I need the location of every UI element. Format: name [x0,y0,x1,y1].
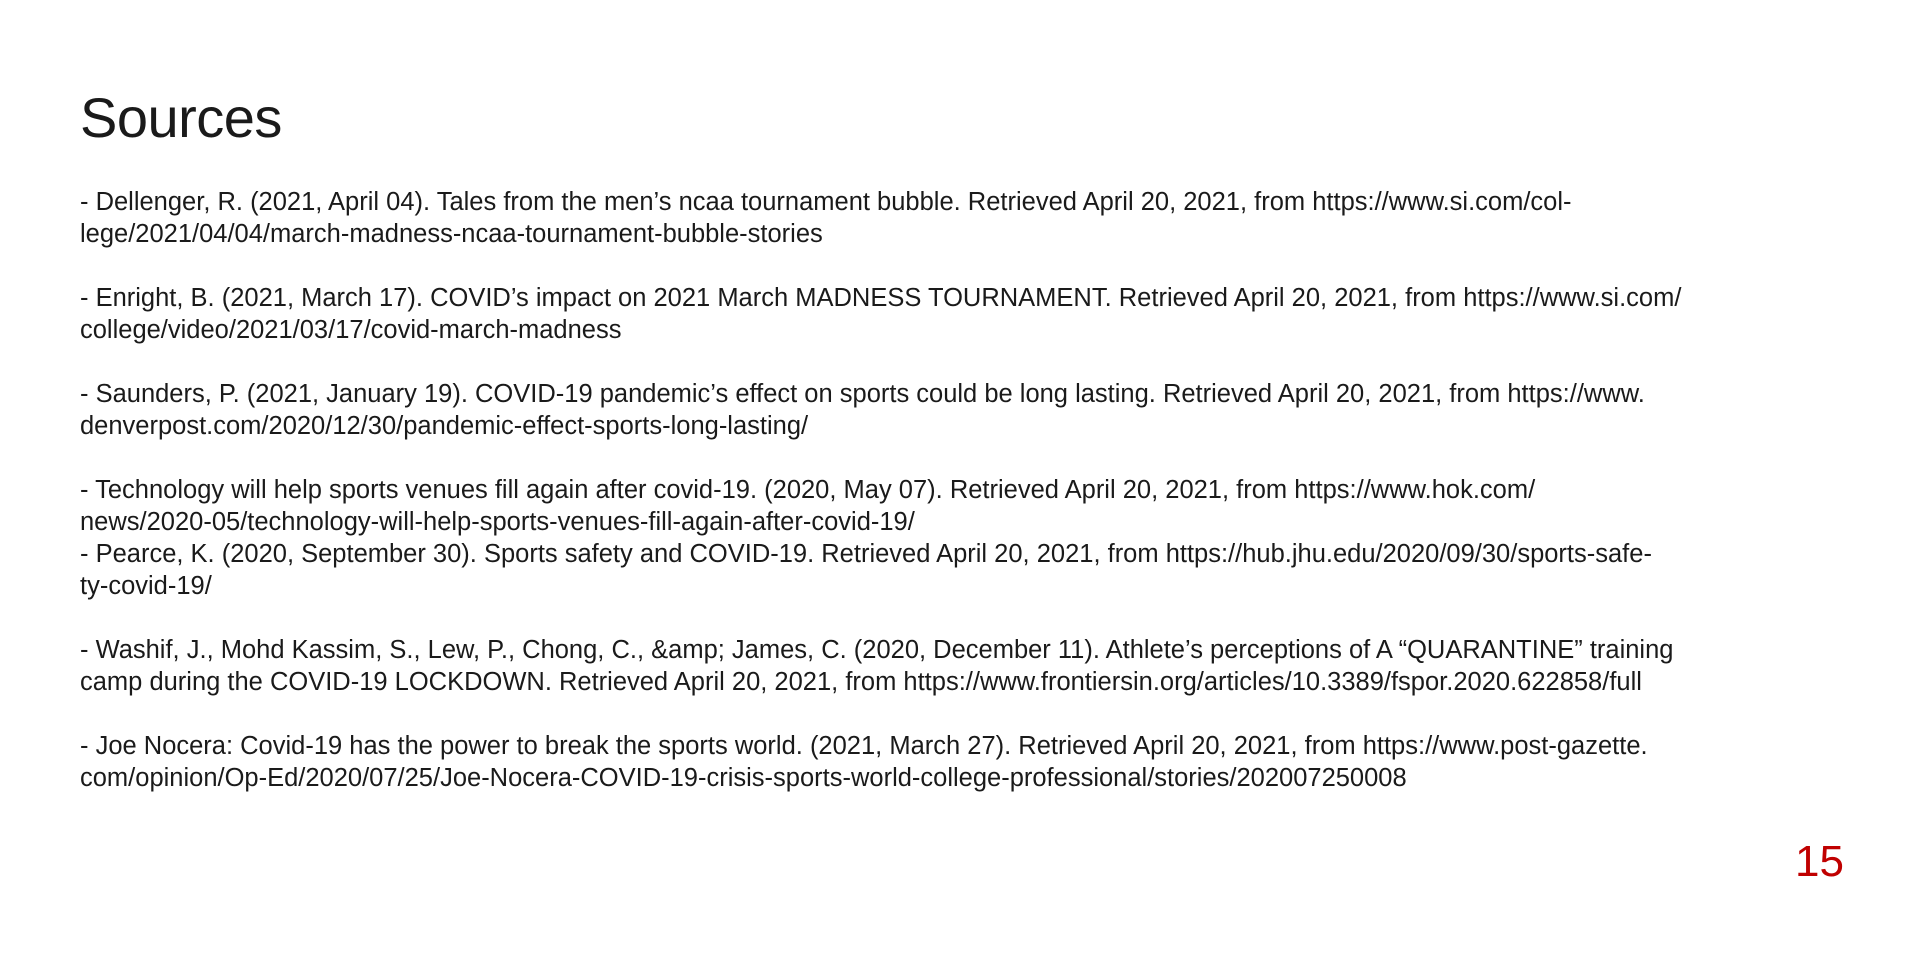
source-item [80,186,1860,250]
source-item [80,634,1860,698]
source-line: - Pearce, K. (2020, September 30). Sports safety and COVID-19. Retrieved April 20, 2021, from https://hub.jhu.edu/2020/09/30/sports-safe- [80,540,1652,568]
source-line: ty-covid-19/ [80,572,212,600]
page-number: 15 [1795,837,1844,886]
source-line: - Technology will help sports venues fill again after covid-19. (2020, May 07). Retrieved April 20, 2021, from https://www.hok.com/ [80,476,1536,504]
source-line: - Dellenger, R. (2021, April 04). Tales from the men’s ncaa tournament bubble. Retrieved April 20, 2021, from https://www.si.com/col- [80,188,1572,216]
spacer [80,698,1860,730]
source-item [80,282,1860,346]
source-item [80,730,1860,794]
sources-list [80,186,1860,794]
source-line: lege/2021/04/04/march-madness-ncaa-tournament-bubble-stories [80,220,823,248]
source-line: news/2020-05/technology-will-help-sports-venues-fill-again-after-covid-19/ [80,508,915,536]
source-line: college/video/2021/03/17/covid-march-madness [80,316,622,344]
spacer [80,442,1860,474]
spacer [80,346,1860,378]
source-line: com/opinion/Op-Ed/2020/07/25/Joe-Nocera-COVID-19-crisis-sports-world-college-professional/stories/202007250008 [80,764,1407,792]
spacer [80,602,1860,634]
source-line: denverpost.com/2020/12/30/pandemic-effect-sports-long-lasting/ [80,412,809,440]
source-line: - Joe Nocera: Covid-19 has the power to break the sports world. (2021, March 27). Retrieved April 20, 2021, from https://www.post-gazette. [80,732,1648,760]
slide-title: Sources [80,86,282,149]
source-line: - Washif, J., Mohd Kassim, S., Lew, P., Chong, C., &amp; James, C. (2020, December 11). Athlete’s perceptions of A “QUARANTINE” training [80,636,1674,664]
source-item [80,538,1860,602]
source-item [80,378,1860,442]
source-line: camp during the COVID-19 LOCKDOWN. Retrieved April 20, 2021, from https://www.frontiersin.org/articles/10.3389/fspor.2020.622858/full [80,668,1642,696]
source-line: - Saunders, P. (2021, January 19). COVID-19 pandemic’s effect on sports could be long lasting. Retrieved April 20, 2021, from https://www. [80,380,1645,408]
source-line: - Enright, B. (2021, March 17). COVID’s impact on 2021 March MADNESS TOURNAMENT. Retrieved April 20, 2021, from https://www.si.com/ [80,284,1682,312]
spacer [80,250,1860,282]
source-item [80,474,1860,538]
